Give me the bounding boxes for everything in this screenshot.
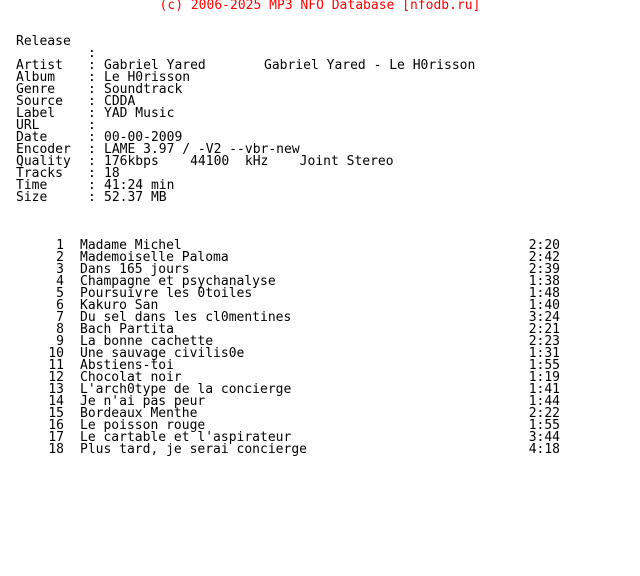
info-label: Label [16, 106, 56, 121]
track-number: 7 [56, 310, 64, 325]
track-number: 17 [48, 430, 64, 445]
track-duration: 1:31 [528, 346, 560, 361]
track-duration: 1:48 [528, 286, 560, 301]
track-number: 9 [56, 334, 64, 349]
info-label: Encoder [16, 142, 71, 157]
info-colon: : [88, 166, 96, 181]
release-colon: : [88, 46, 96, 61]
track-duration: 1:40 [528, 298, 560, 313]
track-number: 4 [56, 274, 64, 289]
track-title: Mademoiselle Paloma [80, 250, 229, 265]
track-duration: 2:39 [528, 262, 560, 277]
info-colon: : [88, 178, 96, 193]
track-number: 8 [56, 322, 64, 337]
track-duration: 1:41 [528, 382, 560, 397]
track-number: 16 [48, 418, 64, 433]
info-colon: : [88, 94, 96, 109]
track-title: Une sauvage civilis0e [80, 346, 245, 361]
track-number: 12 [48, 370, 64, 385]
info-label: Album [16, 70, 56, 85]
track-number: 11 [48, 358, 64, 373]
info-value: Soundtrack [104, 82, 183, 97]
info-label: Artist [16, 58, 63, 73]
info-label: Time [16, 178, 48, 193]
info-value: Le H0risson [104, 70, 191, 85]
track-title: Je n'ai pas peur [80, 394, 206, 409]
track-title: Du sel dans les cl0mentines [80, 310, 292, 325]
info-colon: : [88, 106, 96, 121]
track-title: Chocolat noir [80, 370, 182, 385]
track-row [0, 444, 640, 456]
track-duration: 2:21 [528, 322, 560, 337]
info-colon: : [88, 58, 96, 73]
info-label: Genre [16, 82, 56, 97]
info-label: Quality [16, 154, 71, 169]
track-title: Champagne et psychanalyse [80, 274, 276, 289]
track-number: 1 [56, 238, 64, 253]
info-value: CDDA [104, 94, 136, 109]
track-duration: 1:38 [528, 274, 560, 289]
track-title: Dans 165 jours [80, 262, 190, 277]
track-number: 15 [48, 406, 64, 421]
track-duration: 2:23 [528, 334, 560, 349]
track-duration: 3:44 [528, 430, 560, 445]
track-duration: 1:19 [528, 370, 560, 385]
info-value: 52.37 MB [104, 190, 167, 205]
track-title: Bordeaux Menthe [80, 406, 198, 421]
site-banner: (c) 2006-2025 MP3 NFO Database [nfodb.ru] [159, 0, 481, 13]
info-label: Date [16, 130, 48, 145]
track-title: L'arch0type de la concierge [80, 382, 292, 397]
track-title: Le poisson rouge [80, 418, 206, 433]
track-number: 2 [56, 250, 64, 265]
info-label: Tracks [16, 166, 63, 181]
info-value: YAD Music [104, 106, 175, 121]
track-title: Plus tard, je serai concierge [80, 442, 307, 457]
track-duration: 2:20 [528, 238, 560, 253]
track-title: Bach Partita [80, 322, 174, 337]
info-colon: : [88, 70, 96, 85]
track-title: Le cartable et l'aspirateur [80, 430, 292, 445]
info-colon: : [88, 190, 96, 205]
track-duration: 2:42 [528, 250, 560, 265]
info-colon: : [88, 142, 96, 157]
track-number: 6 [56, 298, 64, 313]
track-duration: 4:18 [528, 442, 560, 457]
track-title: Poursuivre les 0toiles [80, 286, 253, 301]
track-number: 3 [56, 262, 64, 277]
track-title: La bonne cachette [80, 334, 214, 349]
track-duration: 3:24 [528, 310, 560, 325]
track-duration: 1:55 [528, 418, 560, 433]
info-colon: : [88, 118, 96, 133]
info-label: Size [16, 190, 48, 205]
track-title: Abstiens-toi [80, 358, 174, 373]
info-colon: : [88, 82, 96, 97]
info-value: 18 [104, 166, 120, 181]
track-duration: 1:44 [528, 394, 560, 409]
info-label: URL [16, 118, 40, 133]
info-value: 00-00-2009 [104, 130, 183, 145]
track-number: 13 [48, 382, 64, 397]
info-label: Source [16, 94, 63, 109]
track-number: 18 [48, 442, 64, 457]
info-value: 41:24 min [104, 178, 175, 193]
track-duration: 1:55 [528, 358, 560, 373]
release-value: Gabriel Yared - Le H0risson [264, 58, 476, 73]
info-value: 176kbps 44100 kHz Joint Stereo [104, 154, 394, 169]
track-number: 10 [48, 346, 64, 361]
info-colon: : [88, 130, 96, 145]
info-value: Gabriel Yared [104, 58, 206, 73]
info-colon: : [88, 154, 96, 169]
release-label: Release [16, 34, 71, 49]
track-number: 14 [48, 394, 64, 409]
track-duration: 2:22 [528, 406, 560, 421]
info-value: LAME 3.97 / -V2 --vbr-new [104, 142, 300, 157]
track-number: 5 [56, 286, 64, 301]
track-title: Kakuro San [80, 298, 159, 313]
track-title: Madame Michel [80, 238, 182, 253]
